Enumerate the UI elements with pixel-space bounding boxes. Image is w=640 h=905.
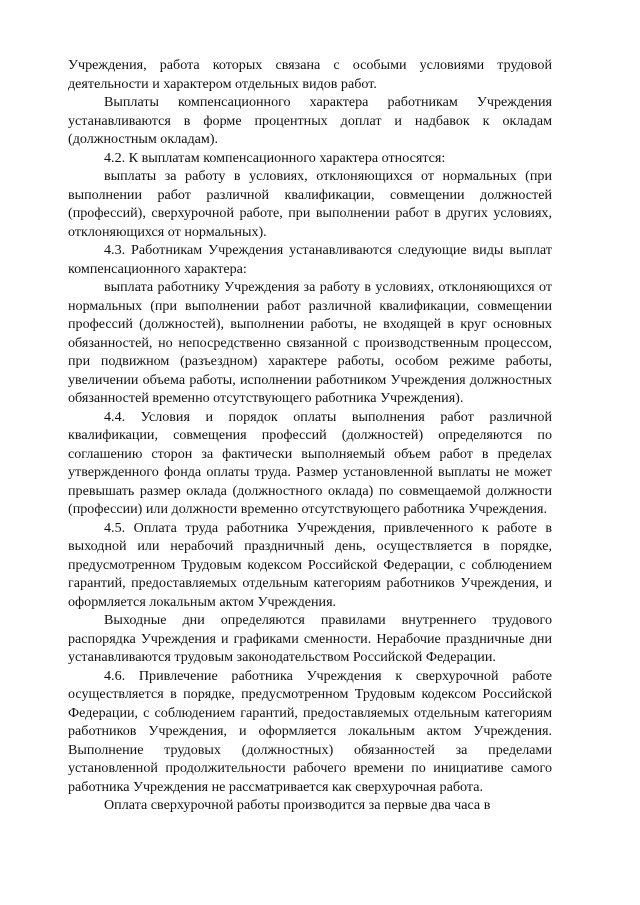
paragraph-4-6: 4.6. Привлечение работника Учреждения к сверхурочной работе осуществляется в порядке, предусмотренном Трудовым кодексом Российской Федерации, с соблюдением гарантий, предоставляемых отдельным категориям работников Учреждения, и оформляется локальным актом Учреждения. Выполнение трудовых (должностных) обязанностей за пределами установленной продолжительности рабочего времени по инициативе самого работника Учреждения не рассматривается как сверхурочная работа. [68, 667, 552, 795]
paragraph-overtime-pay: Оплата сверхурочной работы производится за первые два часа в [104, 797, 491, 813]
paragraph-4-5: 4.5. Оплата труда работника Учреждения, привлеченного к работе в выходной или нерабочий праздничный день, осуществляется в порядке, предусмотренном Трудовым кодексом Российской Федерации, с соблюдением гарантий, предоставляемых отдельным категориям работников Учреждения, и оформляется локальным актом Учреждения. [68, 519, 552, 610]
paragraph-4-3-list: выплата работнику Учреждения за работу в условиях, отклоняющихся от нормальных (при выполнении работ различной квалификации, совмещении профессий (должностей), выполнении работы, не входящей в круг основных обязанностей, но непосредственно связанной с производственным процессом, при подвижном (разъездном) характере работы, особом режиме работы, увеличении объема работы, исполнении работником Учреждения должностных обязанностей временно отсутствующего работника Учреждения). [68, 279, 552, 406]
paragraph-4-3: 4.3. Работникам Учреждения устанавливаются следующие виды выплат компенсационного характера: [68, 242, 552, 277]
paragraph-4-4: 4.4. Условия и порядок оплаты выполнения работ различной квалификации, совмещения профессий (должностей) определяются по соглашению сторон за фактически выполняемый объем работ в пределах утвержденного фонда оплаты труда. Размер установленной выплаты не может превышать размер оклада (должностного оклада) по совмещаемой должности (профессии) или должности временно отсутствующего работника Учреждения. [68, 408, 552, 517]
paragraph-4-2-list: выплаты за работу в условиях, отклоняющихся от нормальных (при выполнении работ различной квалификации, совмещении должностей (профессий), сверхурочной работе, при выполнении работ в других условиях, отклоняющихся от нормальных). [68, 168, 552, 240]
paragraph-compensation-forms: Выплаты компенсационного характера работникам Учреждения устанавливаются в форме процентных доплат и надбавок к окладам (должностным окладам). [68, 94, 552, 147]
paragraph-days-off: Выходные дни определяются правилами внутреннего трудового распорядка Учреждения и графиками сменности. Нерабочие праздничные дни устанавливаются трудовым законодательством Российской Федерации. [68, 612, 552, 665]
paragraph-4-2: 4.2. К выплатам компенсационного характера относятся: [104, 149, 446, 166]
paragraph-continuation: Учреждения, работа которых связана с особыми условиями трудовой деятельности и характером отдельных видов работ. [68, 57, 552, 92]
document-page [68, 56, 552, 815]
